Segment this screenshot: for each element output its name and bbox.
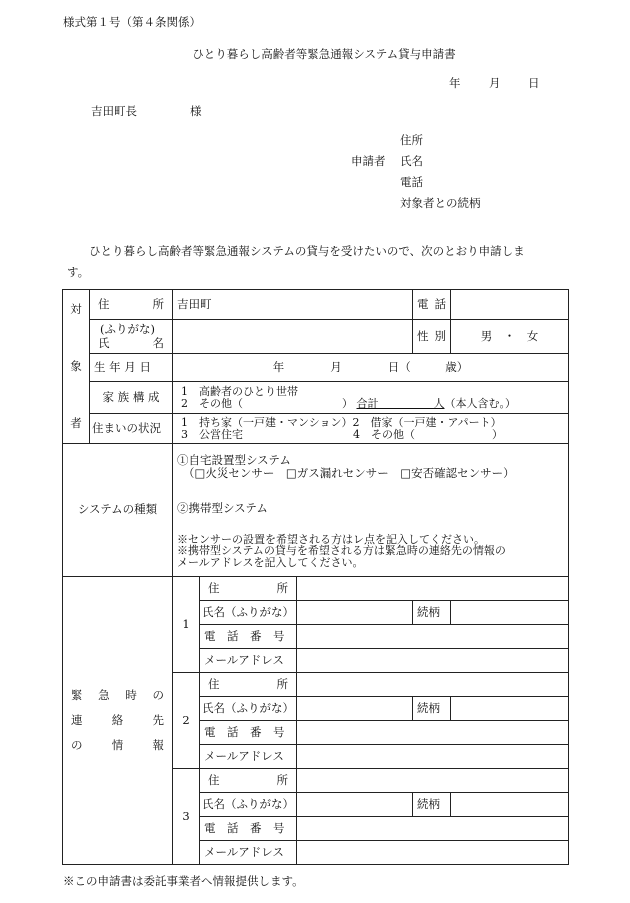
gender-label-cell: 性 別: [413, 320, 451, 354]
system-type-row: [63, 444, 569, 577]
contact-name-label: 氏名（ふりがな）: [200, 601, 297, 625]
side-char: 対: [70, 301, 82, 316]
target-family-row: [63, 382, 569, 414]
contact-relation-label: 続柄: [413, 601, 451, 625]
emergency-contact-label: 緊 急 時 の 連 絡 先 の 情 報: [63, 577, 173, 865]
form-title: ひとり暮らし高齢者等緊急通報システム貸与申請書: [192, 47, 456, 61]
contact-number: 3: [173, 769, 200, 865]
address-value[interactable]: 吉田町: [173, 290, 413, 320]
contact-phone-value[interactable]: [297, 817, 569, 841]
contact-relation-value[interactable]: [451, 793, 569, 817]
applicant-relation-label: 対象者との続柄: [400, 196, 481, 210]
addressee: 吉田町長: [91, 104, 137, 118]
target-birth-row: [63, 354, 569, 382]
target-housing-row: [63, 414, 569, 444]
contact-phone-label: 電 話 番 号: [200, 721, 297, 745]
contact-name-value[interactable]: [297, 697, 413, 721]
contact-name-label: 氏名（ふりがな）: [200, 793, 297, 817]
birth-label: 生 年 月 日: [90, 354, 173, 382]
contact-phone-label: 電 話 番 号: [200, 817, 297, 841]
applicant-name-label: 氏名: [400, 154, 423, 168]
contact-relation-label: 続柄: [413, 793, 451, 817]
contact-1-address-row: [63, 577, 569, 601]
phone-value[interactable]: [451, 290, 569, 320]
contact-email-label: メールアドレス: [200, 649, 297, 673]
contact-address-label: 住 所: [200, 769, 297, 793]
contact-phone-value[interactable]: [297, 721, 569, 745]
contact-address-label: 住 所: [200, 673, 297, 697]
honorific: 様: [190, 104, 202, 118]
gender-options[interactable]: 男 ・ 女: [451, 320, 569, 354]
contact-phone-label: 電 話 番 号: [200, 625, 297, 649]
contact-relation-value[interactable]: [451, 697, 569, 721]
date-month: 月: [489, 76, 501, 90]
applicant-phone-label: 電話: [400, 175, 423, 189]
contact-email-label: メールアドレス: [200, 841, 297, 865]
contact-name-label: 氏名（ふりがな）: [200, 697, 297, 721]
side-char: 者: [70, 416, 82, 431]
applicant-label: 申請者: [351, 154, 386, 168]
contact-email-label: メールアドレス: [200, 745, 297, 769]
system-notes: ※センサーの設置を希望される方はレ点を記入してください。 ※携帯型システムの貸与を希望される方は緊急時の連絡先の情報の メールアドレスを記入してください。: [177, 532, 506, 569]
contact-relation-label: 続柄: [413, 697, 451, 721]
contact-number: 1: [173, 577, 200, 673]
intro-text-line1: ひとり暮らし高齢者等緊急通報システムの貸与を受けたいので、次のとおり申請しま: [89, 244, 525, 258]
birth-value[interactable]: 年 月 日（ 歳）: [173, 354, 569, 382]
system-type-options[interactable]: [173, 444, 569, 577]
furigana-label: (ふりがな): [100, 322, 155, 337]
contact-name-value[interactable]: [297, 601, 413, 625]
name-value[interactable]: [173, 320, 413, 354]
application-form-table: [62, 289, 569, 865]
family-total: 合計 人: [356, 396, 445, 410]
contact-email-value[interactable]: [297, 841, 569, 865]
family-options[interactable]: 1 高齢者のひとり世帯 2 その他（ ） 合計 人（本人含む。）: [173, 382, 569, 414]
system-type-label: システムの種類: [63, 444, 173, 577]
contact-email-value[interactable]: [297, 649, 569, 673]
side-char: 象: [70, 358, 82, 373]
contact-address-label: 住 所: [200, 577, 297, 601]
contact-email-value[interactable]: [297, 745, 569, 769]
footer-note: ※この申請書は委託事業者へ情報提供します。: [63, 874, 304, 888]
contact-address-value[interactable]: [297, 577, 569, 601]
name-label-cell: (ふりがな) 氏 名: [90, 320, 173, 354]
date-day: 日: [528, 76, 540, 90]
sensor-options[interactable]: （□火災センサー □ガス漏れセンサー □安否確認センサー）: [183, 466, 515, 481]
form-number: 様式第１号（第４条関係）: [63, 15, 201, 29]
system-option-home[interactable]: ①自宅設置型システム: [177, 453, 291, 467]
system-option-portable[interactable]: ②携帯型システム: [177, 501, 268, 516]
contact-relation-value[interactable]: [451, 601, 569, 625]
target-address-row: [63, 290, 569, 320]
target-name-row: [63, 320, 569, 354]
contact-address-value[interactable]: [297, 673, 569, 697]
date-year: 年: [449, 76, 461, 90]
housing-options[interactable]: 1 持ち家（一戸建・マンション）2 借家（一戸建・アパート） 3 公営住宅 4 その他（ ）: [173, 414, 569, 444]
family-label: 家 族 構 成: [90, 382, 173, 414]
contact-address-value[interactable]: [297, 769, 569, 793]
applicant-address-label: 住所: [400, 133, 423, 147]
contact-phone-value[interactable]: [297, 625, 569, 649]
phone-label-cell: 電 話: [413, 290, 451, 320]
target-side-label: [63, 290, 90, 444]
contact-name-value[interactable]: [297, 793, 413, 817]
intro-text-line2: す。: [67, 265, 90, 279]
address-label-cell: 住 所: [90, 290, 173, 320]
contact-number: 2: [173, 673, 200, 769]
housing-label: 住まいの状況: [90, 414, 173, 444]
